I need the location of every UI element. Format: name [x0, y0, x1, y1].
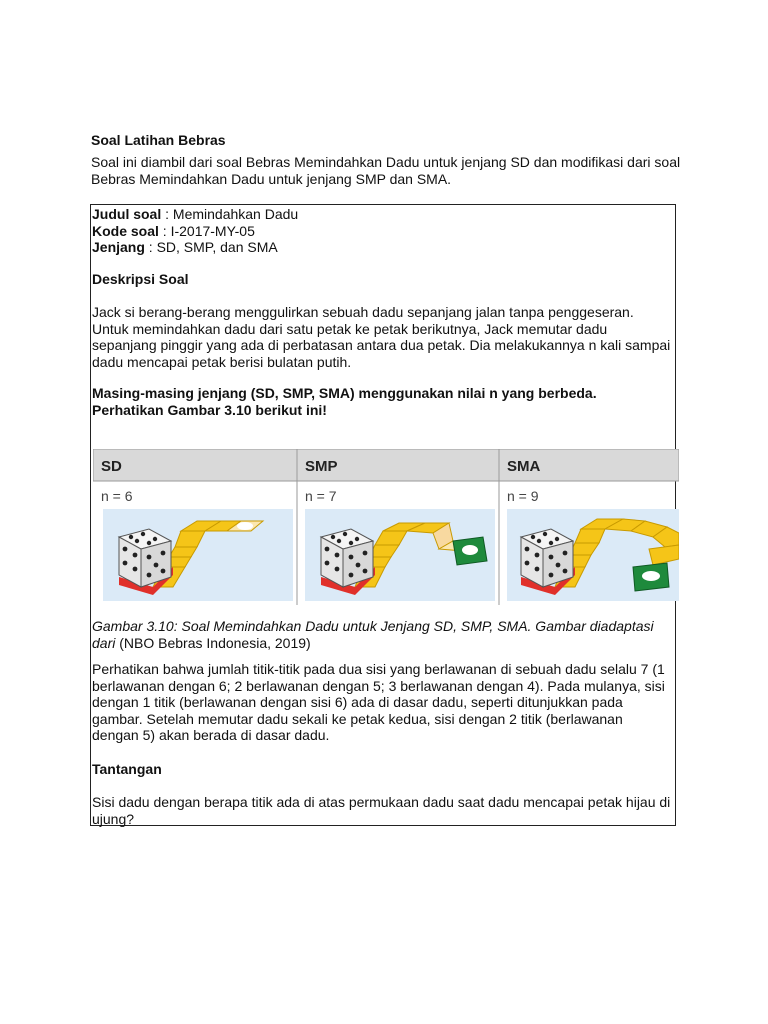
judul-value: : Memindahkan Dadu	[161, 206, 299, 222]
page-heading: Soal Latihan Bebras	[91, 132, 226, 148]
intro-paragraph: Soal ini diambil dari soal Bebras Memindahkan Dadu untuk jenjang SD dan modifikasi dari soal Bebras Memindahkan Dadu untuk jenjang SMP dan SMA.	[91, 154, 681, 187]
jenjang-line	[92, 239, 298, 256]
jenjang-note: Masing-masing jenjang (SD, SMP, SMA) menggunakan nilai n yang berbeda. Perhatikan Gambar 3.10 berikut ini!	[92, 385, 597, 418]
figure-dice-levels	[93, 449, 679, 605]
deskripsi-paragraph: Jack si berang-berang menggulirkan sebuah dadu sepanjang jalan tanpa penggeseran. Untuk memindahkan dadu dari satu petak ke petak berikutnya, Jack memutar dadu sepanjang pinggir yang ada di perbatasan antara dua petak. Dia melakukannya n kali sampai dadu mencapai petak berisi bulatan putih.	[92, 304, 671, 370]
col-label-sma: SMA	[507, 458, 541, 475]
col-label-sd: SD	[101, 458, 122, 475]
sd-panel	[103, 509, 293, 601]
perhatikan-paragraph: Perhatikan bahwa jumlah titik-titik pada dua sisi yang berlawanan di sebuah dadu selalu 7 (1 berlawanan dengan 6; 2 berlawanan dengan 5; 3 berlawanan dengan 4). Pada mulanya, sisi dengan 1 titik (berlawanan dengan sisi 6) ada di dasar dadu, seperti ditunjukkan pada gambar. Setelah memutar dadu sekali ke petak kedua, sisi dengan 2 titik (berlawanan dengan 5) akan berada di dasar dadu.	[92, 661, 665, 743]
jenjang-label: Jenjang	[92, 239, 145, 255]
figure-caption	[92, 618, 672, 651]
tantangan-paragraph: Sisi dadu dengan berapa titik ada di atas permukaan dadu saat dadu mencapai petak hijau di ujung?	[92, 794, 671, 827]
kode-value: : I-2017-MY-05	[158, 222, 255, 239]
problem-meta	[92, 206, 298, 256]
kode-label: Kode soal	[92, 222, 159, 239]
tantangan-title: Tantangan	[92, 761, 162, 777]
n-value-smp: n = 7	[305, 488, 337, 504]
judul-label: Judul soal	[92, 206, 162, 222]
caption-source: (NBO Bebras Indonesia, 2019)	[115, 634, 311, 651]
kode-line	[92, 223, 298, 240]
judul-line	[92, 206, 298, 223]
smp-panel	[305, 509, 495, 601]
n-value-sma: n = 9	[507, 488, 539, 504]
deskripsi-title: Deskripsi Soal	[92, 271, 189, 287]
caption-italic: Gambar 3.10: Soal Memindahkan Dadu untuk Jenjang SD, SMP, SMA. Gambar diadaptasi dari	[92, 618, 654, 651]
n-value-sd: n = 6	[101, 488, 133, 504]
jenjang-value: : SD, SMP, dan SMA	[144, 239, 278, 255]
col-label-smp: SMP	[305, 458, 338, 475]
problem-box	[90, 204, 676, 826]
sma-panel	[507, 509, 679, 601]
